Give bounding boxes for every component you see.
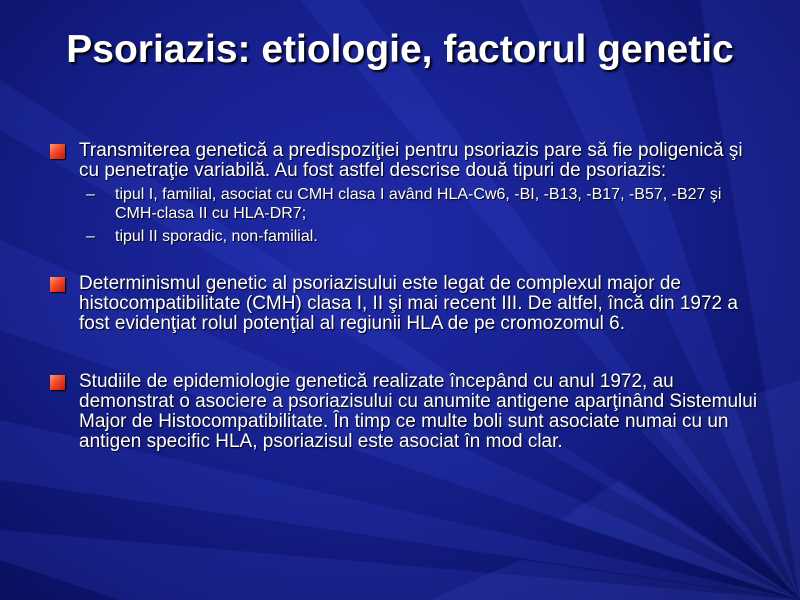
bullet-text: Determinismul genetic al psoriazisului este legat de complexul major de histocompatibilitate (CMH) clasa I, II şi mai recent III. De altfel, încă din 1972 a fost evidenţiat rolul potenţial al regiunii HLA de pe cromozomul 6. xyxy=(79,273,738,334)
bullet-item xyxy=(46,141,766,181)
bullet-item xyxy=(46,274,766,334)
square-bullet-icon xyxy=(50,144,65,159)
sub-item xyxy=(46,185,766,223)
square-bullet-icon xyxy=(50,375,65,390)
sub-list xyxy=(46,185,766,246)
square-bullet-icon xyxy=(50,277,65,292)
bullet-text: Transmiterea genetică a predispoziţiei pentru psoriazis pare să fie poligenică şi cu penetraţie variabilă. Au fost astfel descrise două tipuri de psoriazis: xyxy=(79,140,743,181)
bullet-item xyxy=(46,372,766,452)
sub-item-text: tipul I, familial, asociat cu CMH clasa I având HLA-Cw6, -BI, -B13, -B17, -B57, -B27 şi CMH-clasa II cu HLA-DR7; xyxy=(115,186,722,222)
dash-marker: – xyxy=(86,186,95,203)
bullet-text: Studiile de epidemiologie genetică realizate începând cu anul 1972, au demonstrat o asociere a psoriazisului cu anumite antigene aparţinând Sistemului Major de Histocompatibilitate. În timp ce multe boli sunt asociate numai cu un antigen specific HLA, psoriazisul este asociat în mod clar. xyxy=(79,371,758,452)
dash-marker: – xyxy=(86,228,95,245)
slide-content xyxy=(46,141,766,452)
sub-item-text: tipul II sporadic, non-familial. xyxy=(115,228,318,245)
slide-title: Psoriazis: etiologie, factorul genetic xyxy=(66,28,734,71)
sub-item xyxy=(46,227,766,246)
